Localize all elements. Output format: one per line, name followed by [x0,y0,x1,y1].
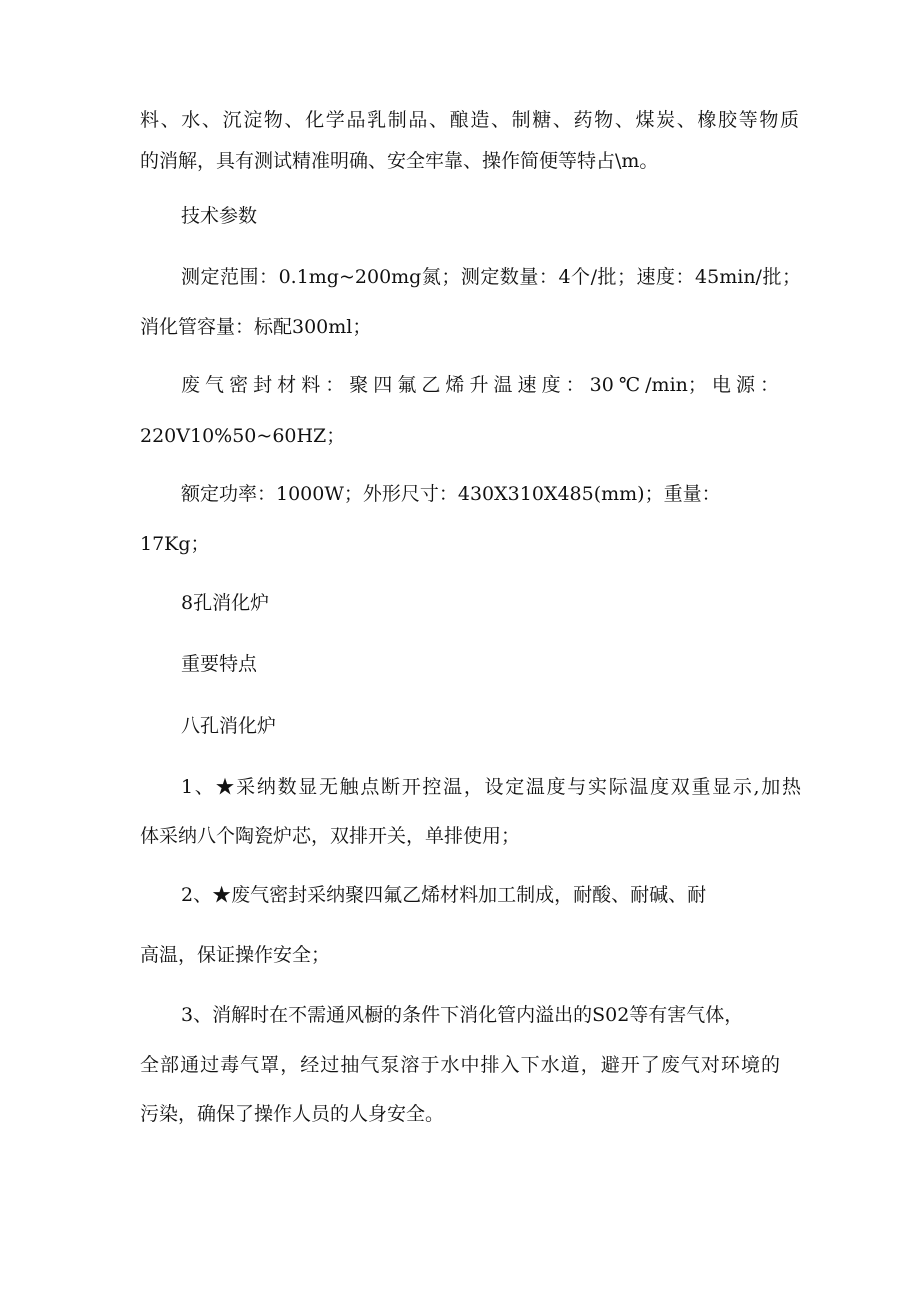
section-heading: 八孔消化炉 [181,715,277,737]
paragraph-line: 消化管容量：标配300ml； [140,316,372,338]
paragraph-line: 测定范围：0.1mg~200mg氮；测定数量：4个/批；速度：45min/批； [181,266,801,288]
section-heading: 8孔消化炉 [181,592,270,614]
paragraph-line: 料、水、沉淀物、化学品乳制品、酿造、制糖、药物、煤炭、橡胶等物质 [140,109,800,131]
list-item-line: 1、★采纳数显无触点断开控温，设定温度与实际温度双重显示,加热 [181,776,801,798]
list-item-line: 2、★废气密封采纳聚四氟乙烯材料加工制成，耐酸、耐碱、耐 [181,884,707,906]
list-item-line: 污染，确保了操作人员的人身安全。 [140,1103,445,1125]
paragraph-line: 220V10%50~60HZ； [140,425,346,447]
list-item-line: 体采纳八个陶瓷炉芯，双排开关，单排使用； [140,825,521,847]
paragraph-line: 17Kg； [140,533,210,555]
list-item-line: 全部通过毒气罩，经过抽气泵溶于水中排入下水道，避开了废气对环境的 [140,1054,780,1076]
paragraph-line: 废气密封材料：聚四氟乙烯升温速度：30℃/min；电源： [181,374,779,396]
section-heading: 重要特点 [181,653,258,675]
list-item-line: 3、消解时在不需通风橱的条件下消化管内溢出的S02等有害气体， [181,1004,744,1026]
paragraph-line: 额定功率：1000W；外形尺寸：430X310X485(mm)；重量： [181,483,721,505]
list-item-line: 高温，保证操作安全； [140,944,331,966]
section-heading: 技术参数 [181,205,258,227]
paragraph-line: 的消解，具有测试精准明确、安全牢靠、操作简便等特占\m。 [140,150,659,172]
